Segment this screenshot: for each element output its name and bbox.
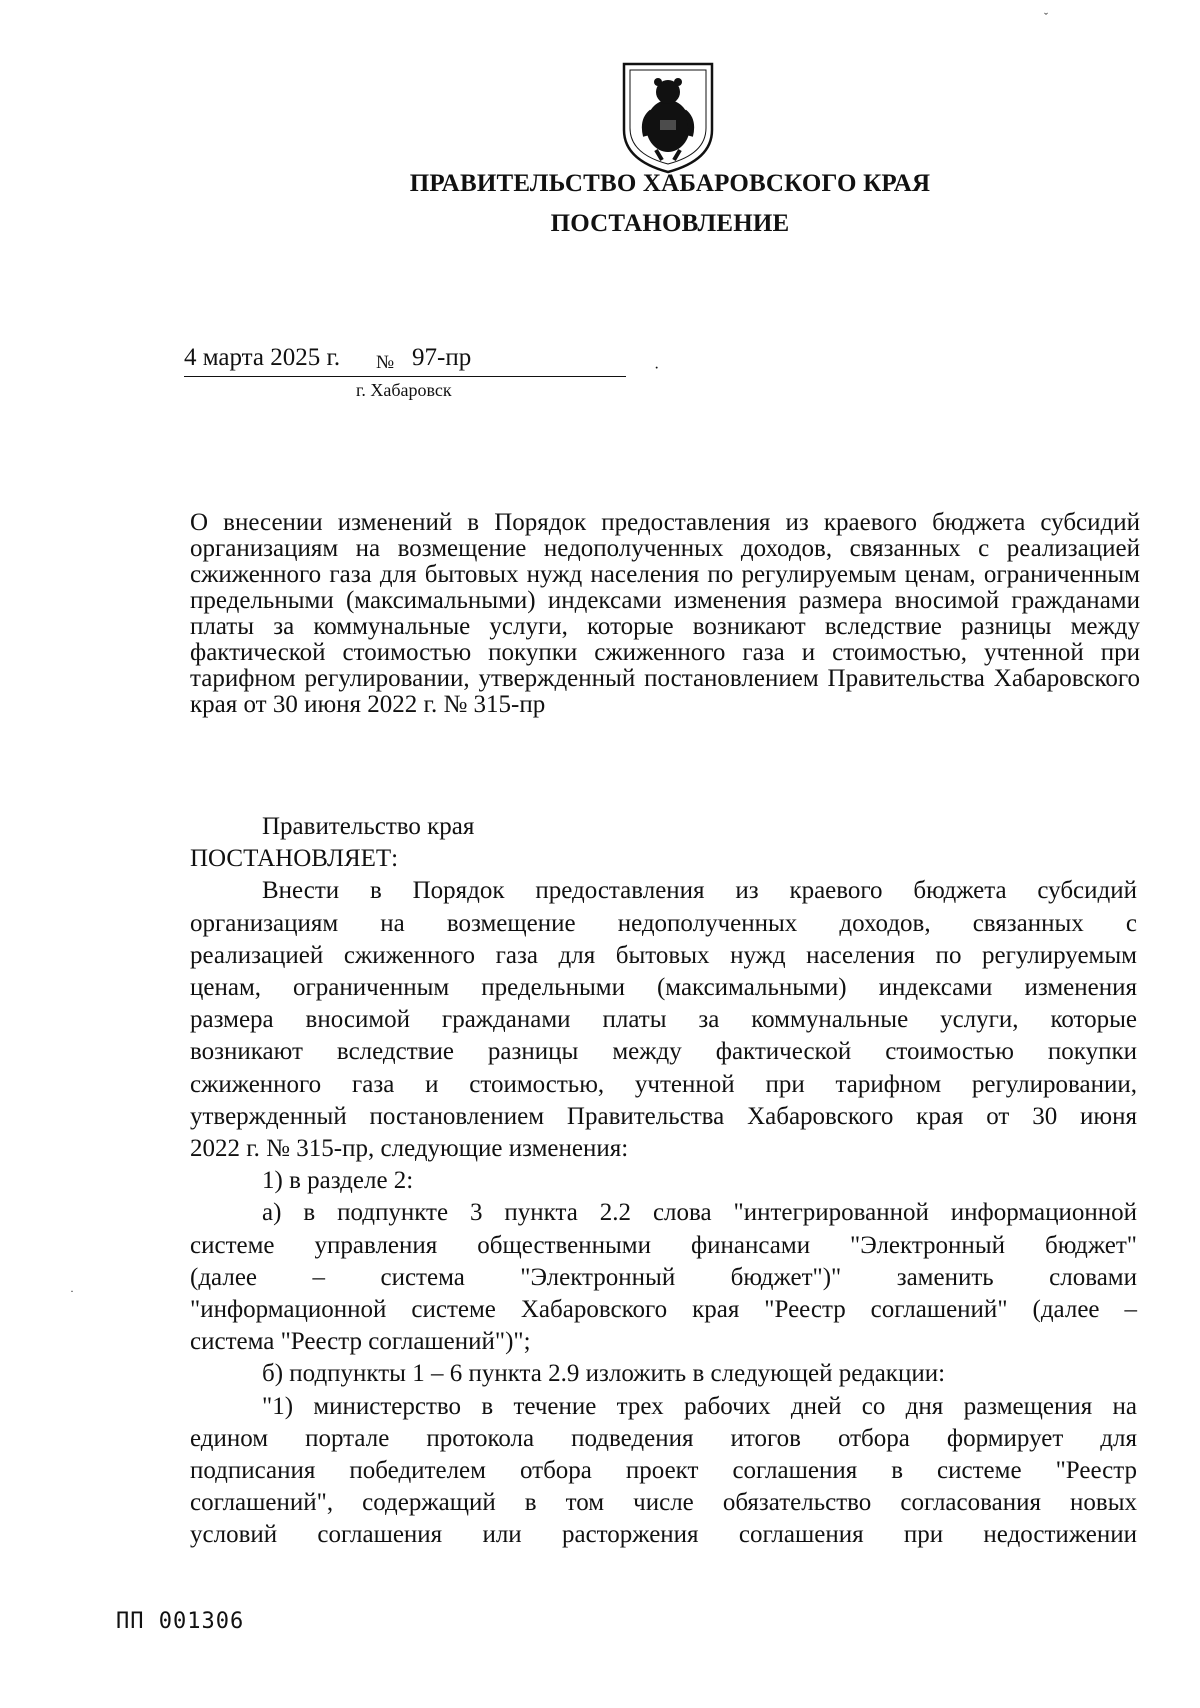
body-line: "1) министерство в течение трех рабочих дней со дня размещения на <box>262 1392 1137 1420</box>
body-line: реализацией сжиженного газа для бытовых нужд населения по регулируемым <box>190 941 1137 969</box>
body-line: (далее – система "Электронный бюджет")" заменить словами <box>190 1263 1137 1291</box>
body-line: б) подпункты 1 – 6 пункта 2.9 изложить в следующей редакции: <box>262 1360 946 1388</box>
body-line: подписания победителем отбора проект соглашения в системе "Реестр <box>190 1457 1137 1485</box>
date-underline <box>184 376 372 377</box>
scan-mark: ˇ <box>1044 10 1048 24</box>
body-line: организациям на возмещение недополученных доходов, связанных с <box>190 909 1137 937</box>
body-line: сжиженного газа и стоимостью, учтенной при тарифном регулировании, <box>190 1070 1137 1098</box>
scan-mark: · <box>70 1284 74 1298</box>
body-line: 1) в разделе 2: <box>262 1167 414 1195</box>
body-line: Внести в Порядок предоставления из краевого бюджета субсидий <box>262 877 1137 905</box>
body-resolves: ПОСТАНОВЛЯЕТ: <box>190 845 399 873</box>
document-date: 4 марта 2025 г. <box>184 344 341 371</box>
body-line: а) в подпункте 3 пункта 2.2 слова "интегрированной информационной <box>262 1199 1137 1227</box>
number-underline <box>372 376 626 377</box>
document-body <box>190 811 1137 1552</box>
body-line: система "Реестр соглашений")"; <box>190 1328 531 1356</box>
government-title: ПРАВИТЕЛЬСТВО ХАБАРОВСКОГО КРАЯ <box>409 170 931 197</box>
body-lead: Правительство края <box>262 813 475 840</box>
body-line: утвержденный постановлением Правительства Хабаровского края от 30 июня <box>190 1102 1137 1130</box>
body-line: условий соглашения или расторжения соглашения при недостижении <box>190 1521 1137 1549</box>
document-city: г. Хабаровск <box>356 380 452 400</box>
body-line: возникают вследствие разницы между фактической стоимостью покупки <box>190 1038 1137 1066</box>
body-line: едином портале протокола подведения итогов отбора формирует для <box>190 1424 1137 1452</box>
document-type-title: ПОСТАНОВЛЕНИЕ <box>550 210 790 237</box>
document-subject: О внесении изменений в Порядок предоставления из краевого бюджета субсидий организациям на возмещение недополученных доходов, связанных с реализацией сжиженного газа для бытовых нужд населения по регулируемым ценам, ограниченным предельными (максимальными) индексами изменения размера вносимой гражданами платы за коммунальные услуги, которые возникают вследствие разницы между фактической стоимостью покупки сжиженного газа и стоимостью, учтенной при тарифном регулировании, утвержденный постановлением Правительства Хабаровского края от 30 июня 2022 г. № 315-пр <box>190 509 1140 718</box>
body-line: размера вносимой гражданами платы за коммунальные услуги, которые <box>190 1006 1137 1034</box>
body-line: 2022 г. № 315-пр, следующие изменения: <box>190 1135 629 1163</box>
coat-of-arms-bear-icon <box>620 60 716 176</box>
body-line: "информационной системе Хабаровского края "Реестр соглашений" (далее – <box>190 1296 1137 1324</box>
form-serial-code: ПП 001306 <box>116 1609 245 1634</box>
scan-dot: · <box>654 360 660 377</box>
document-number: 97-пр <box>412 344 472 371</box>
body-line: соглашений", содержащий в том числе обязательство согласования новых <box>190 1489 1137 1517</box>
number-sign: № <box>376 352 395 373</box>
body-line: системе управления общественными финансами "Электронный бюджет" <box>190 1231 1137 1259</box>
body-line: ценам, ограниченным предельными (максимальными) индексами изменения <box>190 974 1137 1002</box>
